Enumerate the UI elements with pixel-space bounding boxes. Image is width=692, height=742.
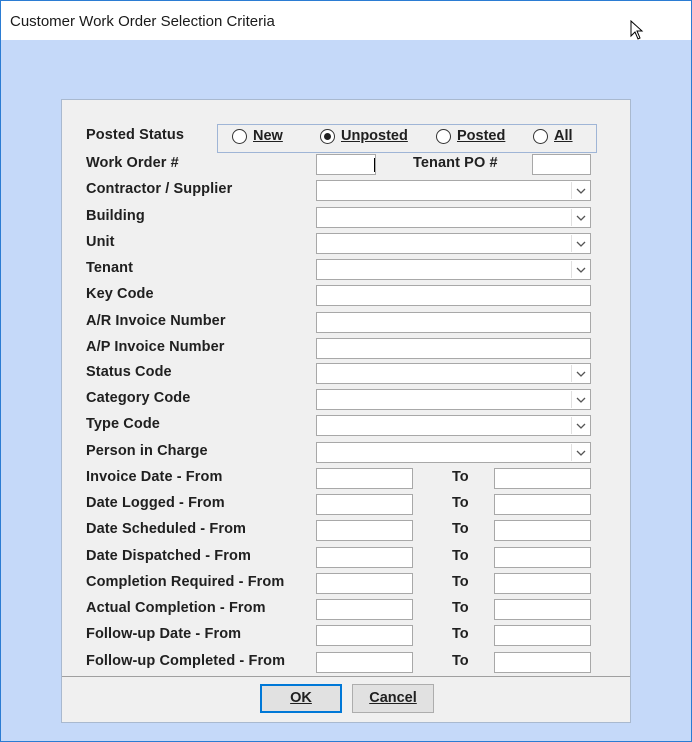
status-code-select[interactable]	[316, 363, 591, 384]
unit-label: Unit	[86, 234, 115, 250]
date-range-label: Actual Completion - From	[86, 600, 266, 616]
date-range-label: Invoice Date - From	[86, 469, 223, 485]
to-label: To	[452, 548, 469, 564]
radio-posted[interactable]	[436, 128, 505, 144]
ap-invoice-label: A/P Invoice Number	[86, 339, 225, 355]
criteria-panel	[61, 99, 631, 723]
invoice-date-from-input[interactable]	[316, 468, 413, 489]
follow-up-completed-from-input[interactable]	[316, 652, 413, 673]
building-select[interactable]	[316, 207, 591, 228]
date-dispatched-to-input[interactable]	[494, 547, 591, 568]
ar-invoice-input[interactable]	[316, 312, 591, 333]
date-logged-to-input[interactable]	[494, 494, 591, 515]
mouse-pointer-icon	[630, 20, 644, 43]
actual-completion-to-input[interactable]	[494, 599, 591, 620]
chevron-down-icon[interactable]	[571, 235, 589, 252]
date-range-label: Follow-up Completed - From	[86, 653, 286, 669]
posted-status-label: Posted Status	[86, 127, 184, 143]
chevron-down-icon[interactable]	[571, 444, 589, 461]
completion-required-from-input[interactable]	[316, 573, 413, 594]
date-dispatched-from-input[interactable]	[316, 547, 413, 568]
contractor-select[interactable]	[316, 180, 591, 201]
person-in-charge-label: Person in Charge	[86, 443, 208, 459]
building-label: Building	[86, 208, 145, 224]
title-bar	[1, 1, 691, 40]
type-code-select[interactable]	[316, 415, 591, 436]
radio-new-label: New	[253, 128, 283, 144]
actual-completion-from-input[interactable]	[316, 599, 413, 620]
ok-button-label: OK	[290, 690, 312, 706]
chevron-down-icon[interactable]	[571, 365, 589, 382]
radio-new-circle[interactable]	[232, 129, 247, 144]
chevron-down-icon[interactable]	[571, 261, 589, 278]
tenant-label: Tenant	[86, 260, 134, 276]
category-code-label: Category Code	[86, 390, 191, 406]
contractor-label: Contractor / Supplier	[86, 181, 233, 197]
follow-up-date-from-input[interactable]	[316, 625, 413, 646]
key-code-input[interactable]	[316, 285, 591, 306]
button-divider	[62, 676, 630, 677]
radio-unposted-circle[interactable]	[320, 129, 335, 144]
key-code-label: Key Code	[86, 286, 154, 302]
date-range-label: Completion Required - From	[86, 574, 285, 590]
category-code-select[interactable]	[316, 389, 591, 410]
radio-all-circle[interactable]	[533, 129, 548, 144]
radio-unposted[interactable]	[320, 128, 408, 144]
ar-invoice-label: A/R Invoice Number	[86, 313, 226, 329]
date-range-label: Date Logged - From	[86, 495, 225, 511]
chevron-down-icon[interactable]	[571, 391, 589, 408]
status-code-label: Status Code	[86, 364, 172, 380]
date-range-label: Follow-up Date - From	[86, 626, 242, 642]
date-scheduled-from-input[interactable]	[316, 520, 413, 541]
chevron-down-icon[interactable]	[571, 417, 589, 434]
radio-posted-circle[interactable]	[436, 129, 451, 144]
cancel-button-label: Cancel	[369, 690, 417, 706]
date-range-label: Date Dispatched - From	[86, 548, 251, 564]
work-order-input[interactable]	[316, 154, 376, 175]
tenant-po-label: Tenant PO #	[413, 155, 498, 171]
radio-all-label: All	[554, 128, 573, 144]
tenant-select[interactable]	[316, 259, 591, 280]
person-in-charge-select[interactable]	[316, 442, 591, 463]
cancel-button[interactable]	[352, 684, 434, 713]
posted-status-group	[217, 124, 597, 153]
to-label: To	[452, 626, 469, 642]
text-caret	[374, 158, 375, 172]
follow-up-date-to-input[interactable]	[494, 625, 591, 646]
to-label: To	[452, 469, 469, 485]
invoice-date-to-input[interactable]	[494, 468, 591, 489]
radio-all[interactable]	[533, 128, 573, 144]
date-scheduled-to-input[interactable]	[494, 520, 591, 541]
date-logged-from-input[interactable]	[316, 494, 413, 515]
to-label: To	[452, 653, 469, 669]
chevron-down-icon[interactable]	[571, 209, 589, 226]
to-label: To	[452, 574, 469, 590]
follow-up-completed-to-input[interactable]	[494, 652, 591, 673]
ok-button[interactable]	[260, 684, 342, 713]
ap-invoice-input[interactable]	[316, 338, 591, 359]
to-label: To	[452, 495, 469, 511]
window-title: Customer Work Order Selection Criteria	[10, 13, 275, 30]
tenant-po-input[interactable]	[532, 154, 591, 175]
unit-select[interactable]	[316, 233, 591, 254]
work-order-label: Work Order #	[86, 155, 179, 171]
completion-required-to-input[interactable]	[494, 573, 591, 594]
date-range-label: Date Scheduled - From	[86, 521, 247, 537]
type-code-label: Type Code	[86, 416, 160, 432]
chevron-down-icon[interactable]	[571, 182, 589, 199]
to-label: To	[452, 600, 469, 616]
radio-posted-label: Posted	[457, 128, 506, 144]
radio-new[interactable]	[232, 128, 283, 144]
to-label: To	[452, 521, 469, 537]
radio-unposted-label: Unposted	[341, 128, 408, 144]
